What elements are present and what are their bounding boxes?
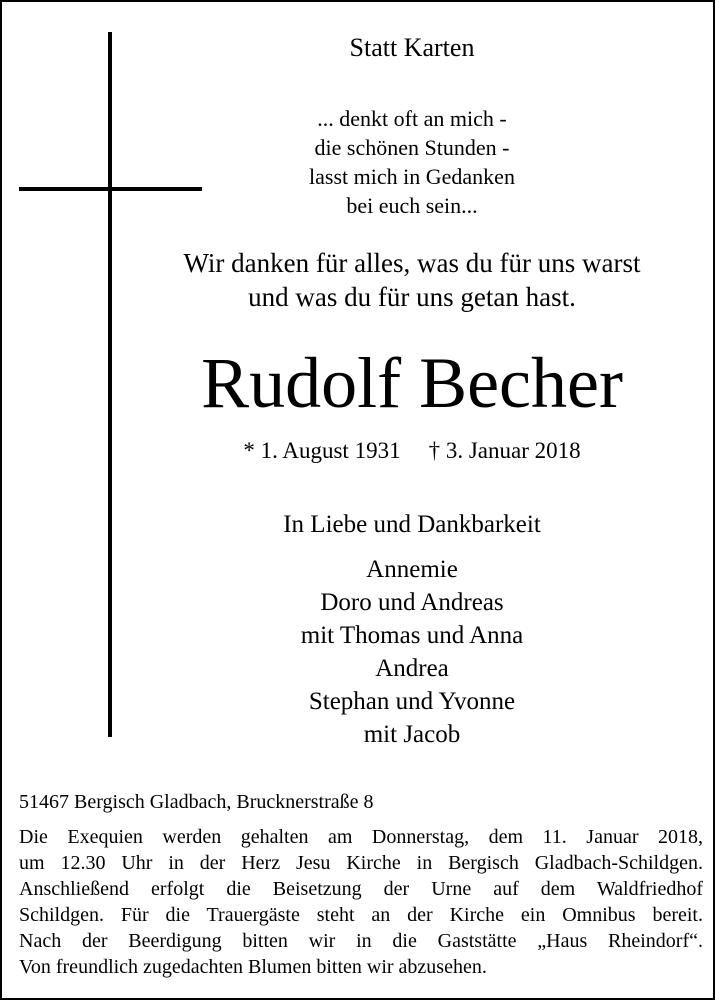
poem-line: ... denkt oft an mich - <box>317 106 507 131</box>
funeral-details <box>19 824 703 980</box>
poem-line: lasst mich in Gedanken <box>309 164 515 189</box>
cross-icon-vertical-bar <box>108 32 112 737</box>
birth-date: * 1. August 1931 <box>243 438 401 463</box>
statt-karten-heading: Statt Karten <box>349 33 475 62</box>
thanks-text <box>162 246 662 314</box>
mourner-name: Andrea <box>375 655 449 682</box>
thanks-line: und was du für uns getan hast. <box>248 282 576 312</box>
mourner-name: Stephan und Yvonne <box>308 688 516 715</box>
mourner-name: Annemie <box>366 556 458 583</box>
dedication: In Liebe und Dankbarkeit <box>283 511 541 538</box>
details-line: um 12.30 Uhr in der Herz Jesu Kirche in Bergisch Gladbach-Schildgen. <box>19 852 703 874</box>
details-line: Die Exequien werden gehalten am Donnerstag, dem 11. Januar 2018, <box>19 826 703 848</box>
details-line: Von freundlich zugedachten Blumen bitten wir abzusehen. <box>19 956 487 978</box>
poem-line: bei euch sein... <box>346 193 478 218</box>
mourners-list <box>162 553 662 751</box>
death-date: † 3. Januar 2018 <box>428 438 581 463</box>
family-address: 51467 Bergisch Gladbach, Brucknerstraße 8 <box>19 791 374 813</box>
mourner-name: mit Thomas und Anna <box>300 622 524 649</box>
poem-line: die schönen Stunden - <box>314 135 510 160</box>
details-line: Schildgen. Für die Trauergäste steht an der Kirche ein Omnibus bereit. <box>19 904 703 926</box>
deceased-name: Rudolf Becher <box>201 343 623 423</box>
life-dates <box>162 439 662 462</box>
mourner-name: mit Jacob <box>363 721 461 748</box>
poem <box>162 104 662 220</box>
details-line: Anschließend erfolgt die Beisetzung der Urne auf dem Waldfriedhof <box>19 878 703 900</box>
details-line: Nach der Beerdigung bitten wir in die Gaststätte „Haus Rheindorf“. <box>19 930 703 952</box>
mourner-name: Doro und Andreas <box>320 589 504 616</box>
thanks-line: Wir danken für alles, was du für uns warst <box>183 248 641 278</box>
